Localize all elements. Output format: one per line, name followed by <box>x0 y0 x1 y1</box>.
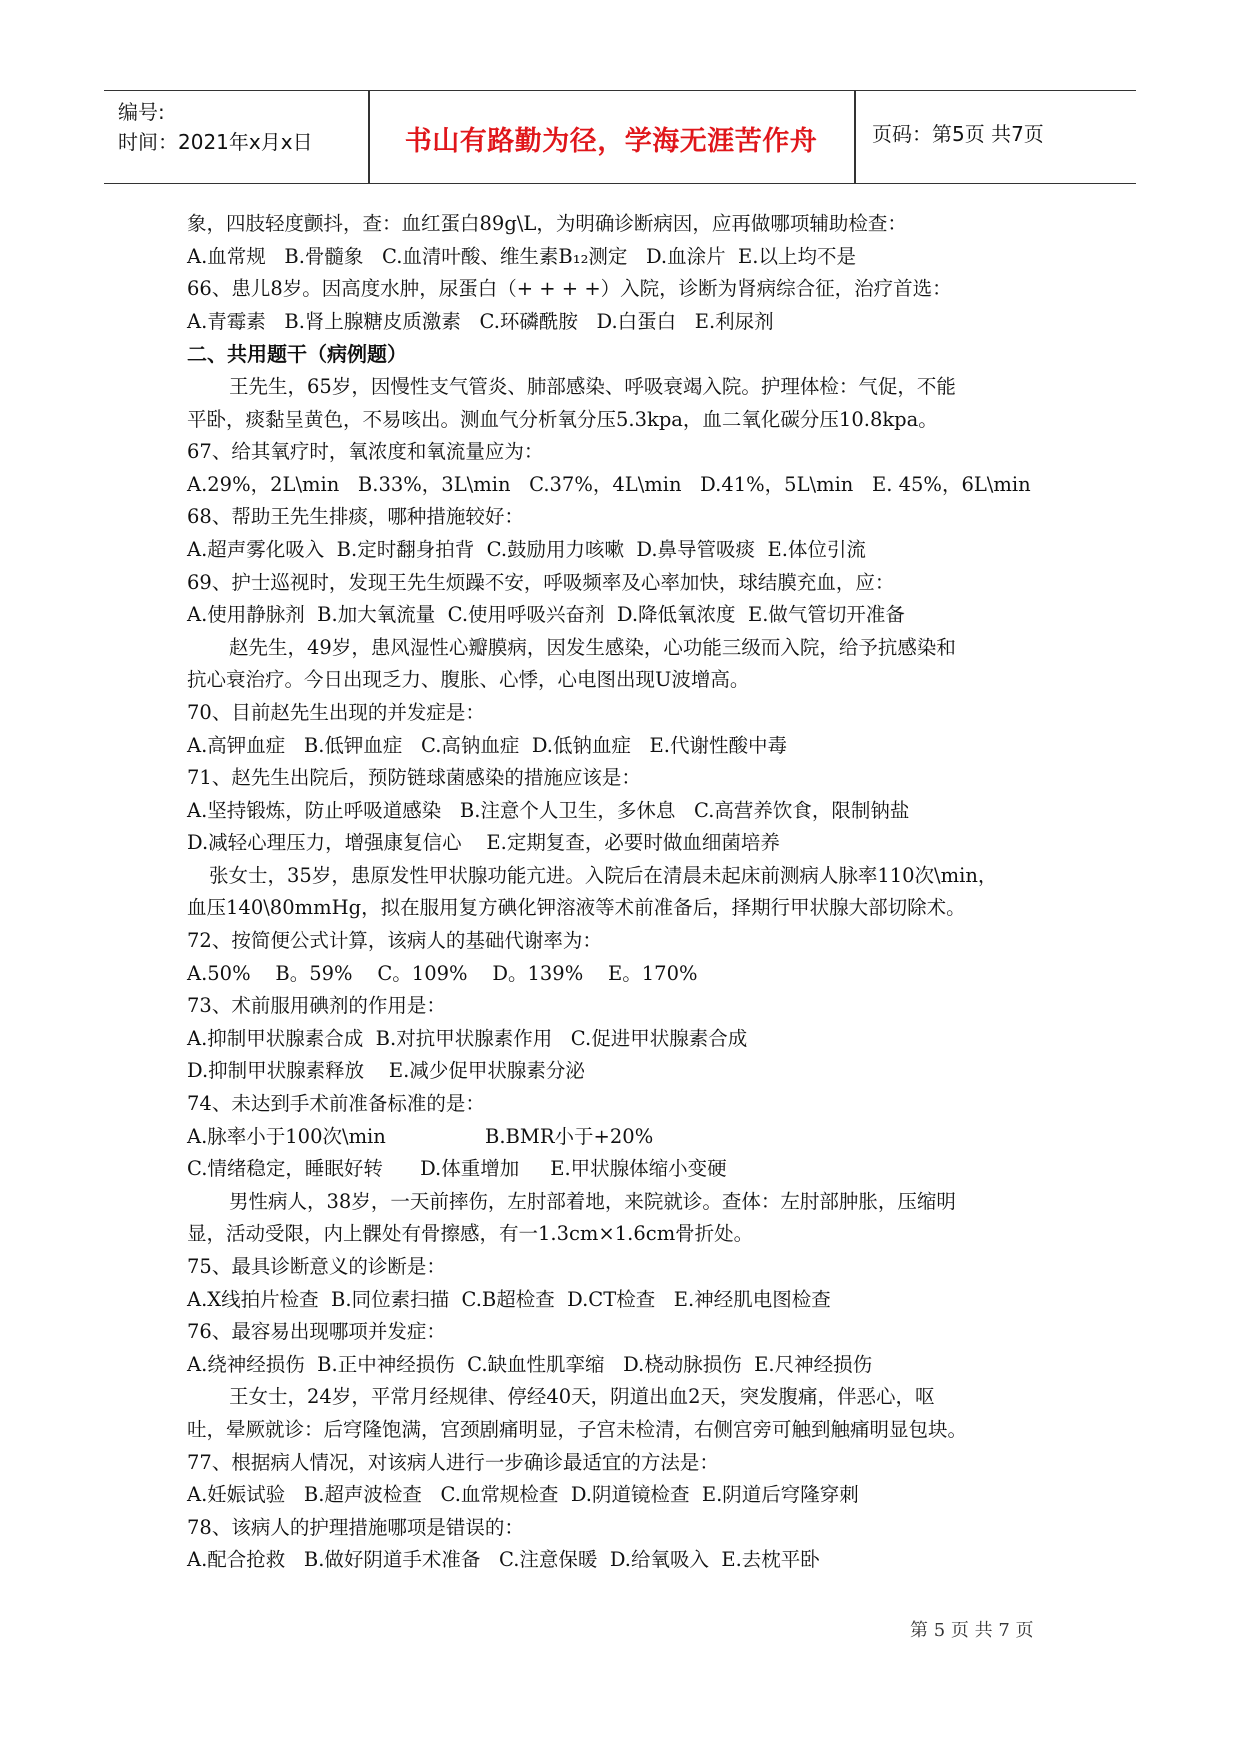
question-75: 75、最具诊断意义的诊断是： <box>187 1255 446 1278</box>
header-page-label: 页码：第5页 共7页 <box>872 122 1044 146</box>
case-text: 王女士，24岁，平常月经规律、停经40天，阴道出血2天，突发腹痛，伴恶心，呕 <box>229 1385 935 1409</box>
answer-options: A.脉率小于100次\min B.BMR小于+20% <box>187 1124 654 1148</box>
case-text: 吐，晕厥就诊：后穹隆饱满，宫颈剧痛明显，子宫未检清，右侧宫旁可触到触痛明显包块。 <box>187 1417 968 1441</box>
answer-options: D.减轻心理压力，增强康复信心 E.定期复查，必要时做血细菌培养 <box>187 831 780 855</box>
case-text: 显，活动受限，内上髁处有骨擦感，有一1.3cm×1.6cm骨折处。 <box>187 1222 754 1246</box>
page-header <box>104 90 1136 184</box>
header-motto: 书山有路勤为径，学海无涯苦作舟 <box>404 126 818 157</box>
case-text: 男性病人，38岁，一天前摔伤，左肘部着地，来院就诊。查体：左肘部肿胀，压缩明 <box>229 1189 956 1213</box>
document-number-label: 编号: <box>118 100 165 124</box>
answer-options: A.使用静脉剂 B.加大氧流量 C.使用呼吸兴奋剂 D.降低氧浓度 E.做气管切开准备 <box>187 603 905 627</box>
answer-options: A.青霉素 B.肾上腺糖皮质激素 C.环磷酰胺 D.白蛋白 E.利尿剂 <box>187 309 774 333</box>
question-78: 78、该病人的护理措施哪项是错误的： <box>187 1515 524 1539</box>
question-70: 70、目前赵先生出现的并发症是： <box>187 700 485 724</box>
answer-options: A.超声雾化吸入 B.定时翻身拍背 C.鼓励用力咳嗽 D.鼻导管吸痰 E.体位引流 <box>187 537 866 561</box>
page-footer: 第 5 页 共 7 页 <box>910 1620 1034 1641</box>
answer-options: A.X线拍片检查 B.同位素扫描 C.B超检查 D.CT检查 E.神经肌电图检查 <box>187 1287 831 1311</box>
question-74: 74、未达到手术前准备标准的是： <box>187 1092 485 1116</box>
case-text: 血压140\80mmHg，拟在服用复方碘化钾溶液等术前准备后，择期行甲状腺大部切除术。 <box>187 896 966 920</box>
answer-options: A.绕神经损伤 B.正中神经损伤 C.缺血性肌挛缩 D.桡动脉损伤 E.尺神经损伤 <box>187 1352 873 1376</box>
answer-options: A.坚持锻炼，防止呼吸道感染 B.注意个人卫生，多休息 C.高营养饮食，限制钠盐 <box>187 798 910 822</box>
answer-options: A.妊娠试验 B.超声波检查 C.血常规检查 D.阴道镜检查 E.阴道后穹隆穿刺 <box>187 1483 859 1507</box>
header-divider-right <box>854 91 856 183</box>
case-text: 平卧，痰黏呈黄色，不易咳出。测血气分析氧分压5.3kpa，血二氧化碳分压10.8kpa。 <box>187 407 938 431</box>
section-heading: 二、共用题干（病例题） <box>187 342 407 367</box>
case-text: 王先生，65岁，因慢性支气管炎、肺部感染、呼吸衰竭入院。护理体检：气促，不能 <box>229 374 956 398</box>
header-left-cell <box>118 97 313 157</box>
case-text: 张女士，35岁，患原发性甲状腺功能亢进。入院后在清晨未起床前测病人脉率110次\min， <box>209 863 998 887</box>
question-76: 76、最容易出现哪项并发症： <box>187 1320 446 1344</box>
answer-options: A.抑制甲状腺素合成 B.对抗甲状腺素作用 C.促进甲状腺素合成 <box>187 1026 748 1050</box>
document-body <box>187 208 1057 1577</box>
text-line: 象，四肢轻度颤抖，查：血红蛋白89g\L，为明确诊断病因，应再做哪项辅助检查： <box>187 212 907 235</box>
answer-options: A.配合抢救 B.做好阴道手术准备 C.注意保暖 D.给氧吸入 E.去枕平卧 <box>187 1548 820 1572</box>
answer-options: A.血常规 B.骨髓象 C.血清叶酸、维生素B₁₂测定 D.血涂片 E.以上均不是 <box>187 244 856 268</box>
question-71: 71、赵先生出院后，预防链球菌感染的措施应该是： <box>187 766 641 790</box>
answer-options: A.50% B。59% C。109% D。139% E。170% <box>187 961 698 985</box>
question-72: 72、按简便公式计算，该病人的基础代谢率为： <box>187 929 602 953</box>
answer-options: C.情绪稳定，睡眠好转 D.体重增加 E.甲状腺体缩小变硬 <box>187 1157 727 1181</box>
question-66: 66、患儿8岁。因高度水肿，尿蛋白（+ + + +）入院，诊断为肾病综合征，治疗首选： <box>187 277 952 301</box>
case-text: 抗心衰治疗。今日出现乏力、腹胀、心悸，心电图出现U波增高。 <box>187 668 750 692</box>
question-68: 68、帮助王先生排痰，哪种措施较好： <box>187 505 524 529</box>
question-73: 73、术前服用碘剂的作用是： <box>187 994 446 1018</box>
question-67: 67、给其氧疗时，氧浓度和氧流量应为： <box>187 440 544 464</box>
case-text: 赵先生，49岁，患风湿性心瓣膜病，因发生感染，心功能三级而入院，给予抗感染和 <box>229 635 956 659</box>
answer-options: D.抑制甲状腺素释放 E.减少促甲状腺素分泌 <box>187 1059 585 1083</box>
document-date-label: 时间：2021年x月x日 <box>118 130 313 154</box>
question-69: 69、护士巡视时，发现王先生烦躁不安，呼吸频率及心率加快，球结膜充血，应： <box>187 570 895 594</box>
answer-options: A.29%，2L\min B.33%，3L\min C.37%，4L\min D.41%，5L\min E. 45%，6L\min <box>187 472 1031 496</box>
question-77: 77、根据病人情况，对该病人进行一步确诊最适宜的方法是： <box>187 1450 719 1474</box>
answer-options: A.高钾血症 B.低钾血症 C.高钠血症 D.低钠血症 E.代谢性酸中毒 <box>187 733 787 757</box>
